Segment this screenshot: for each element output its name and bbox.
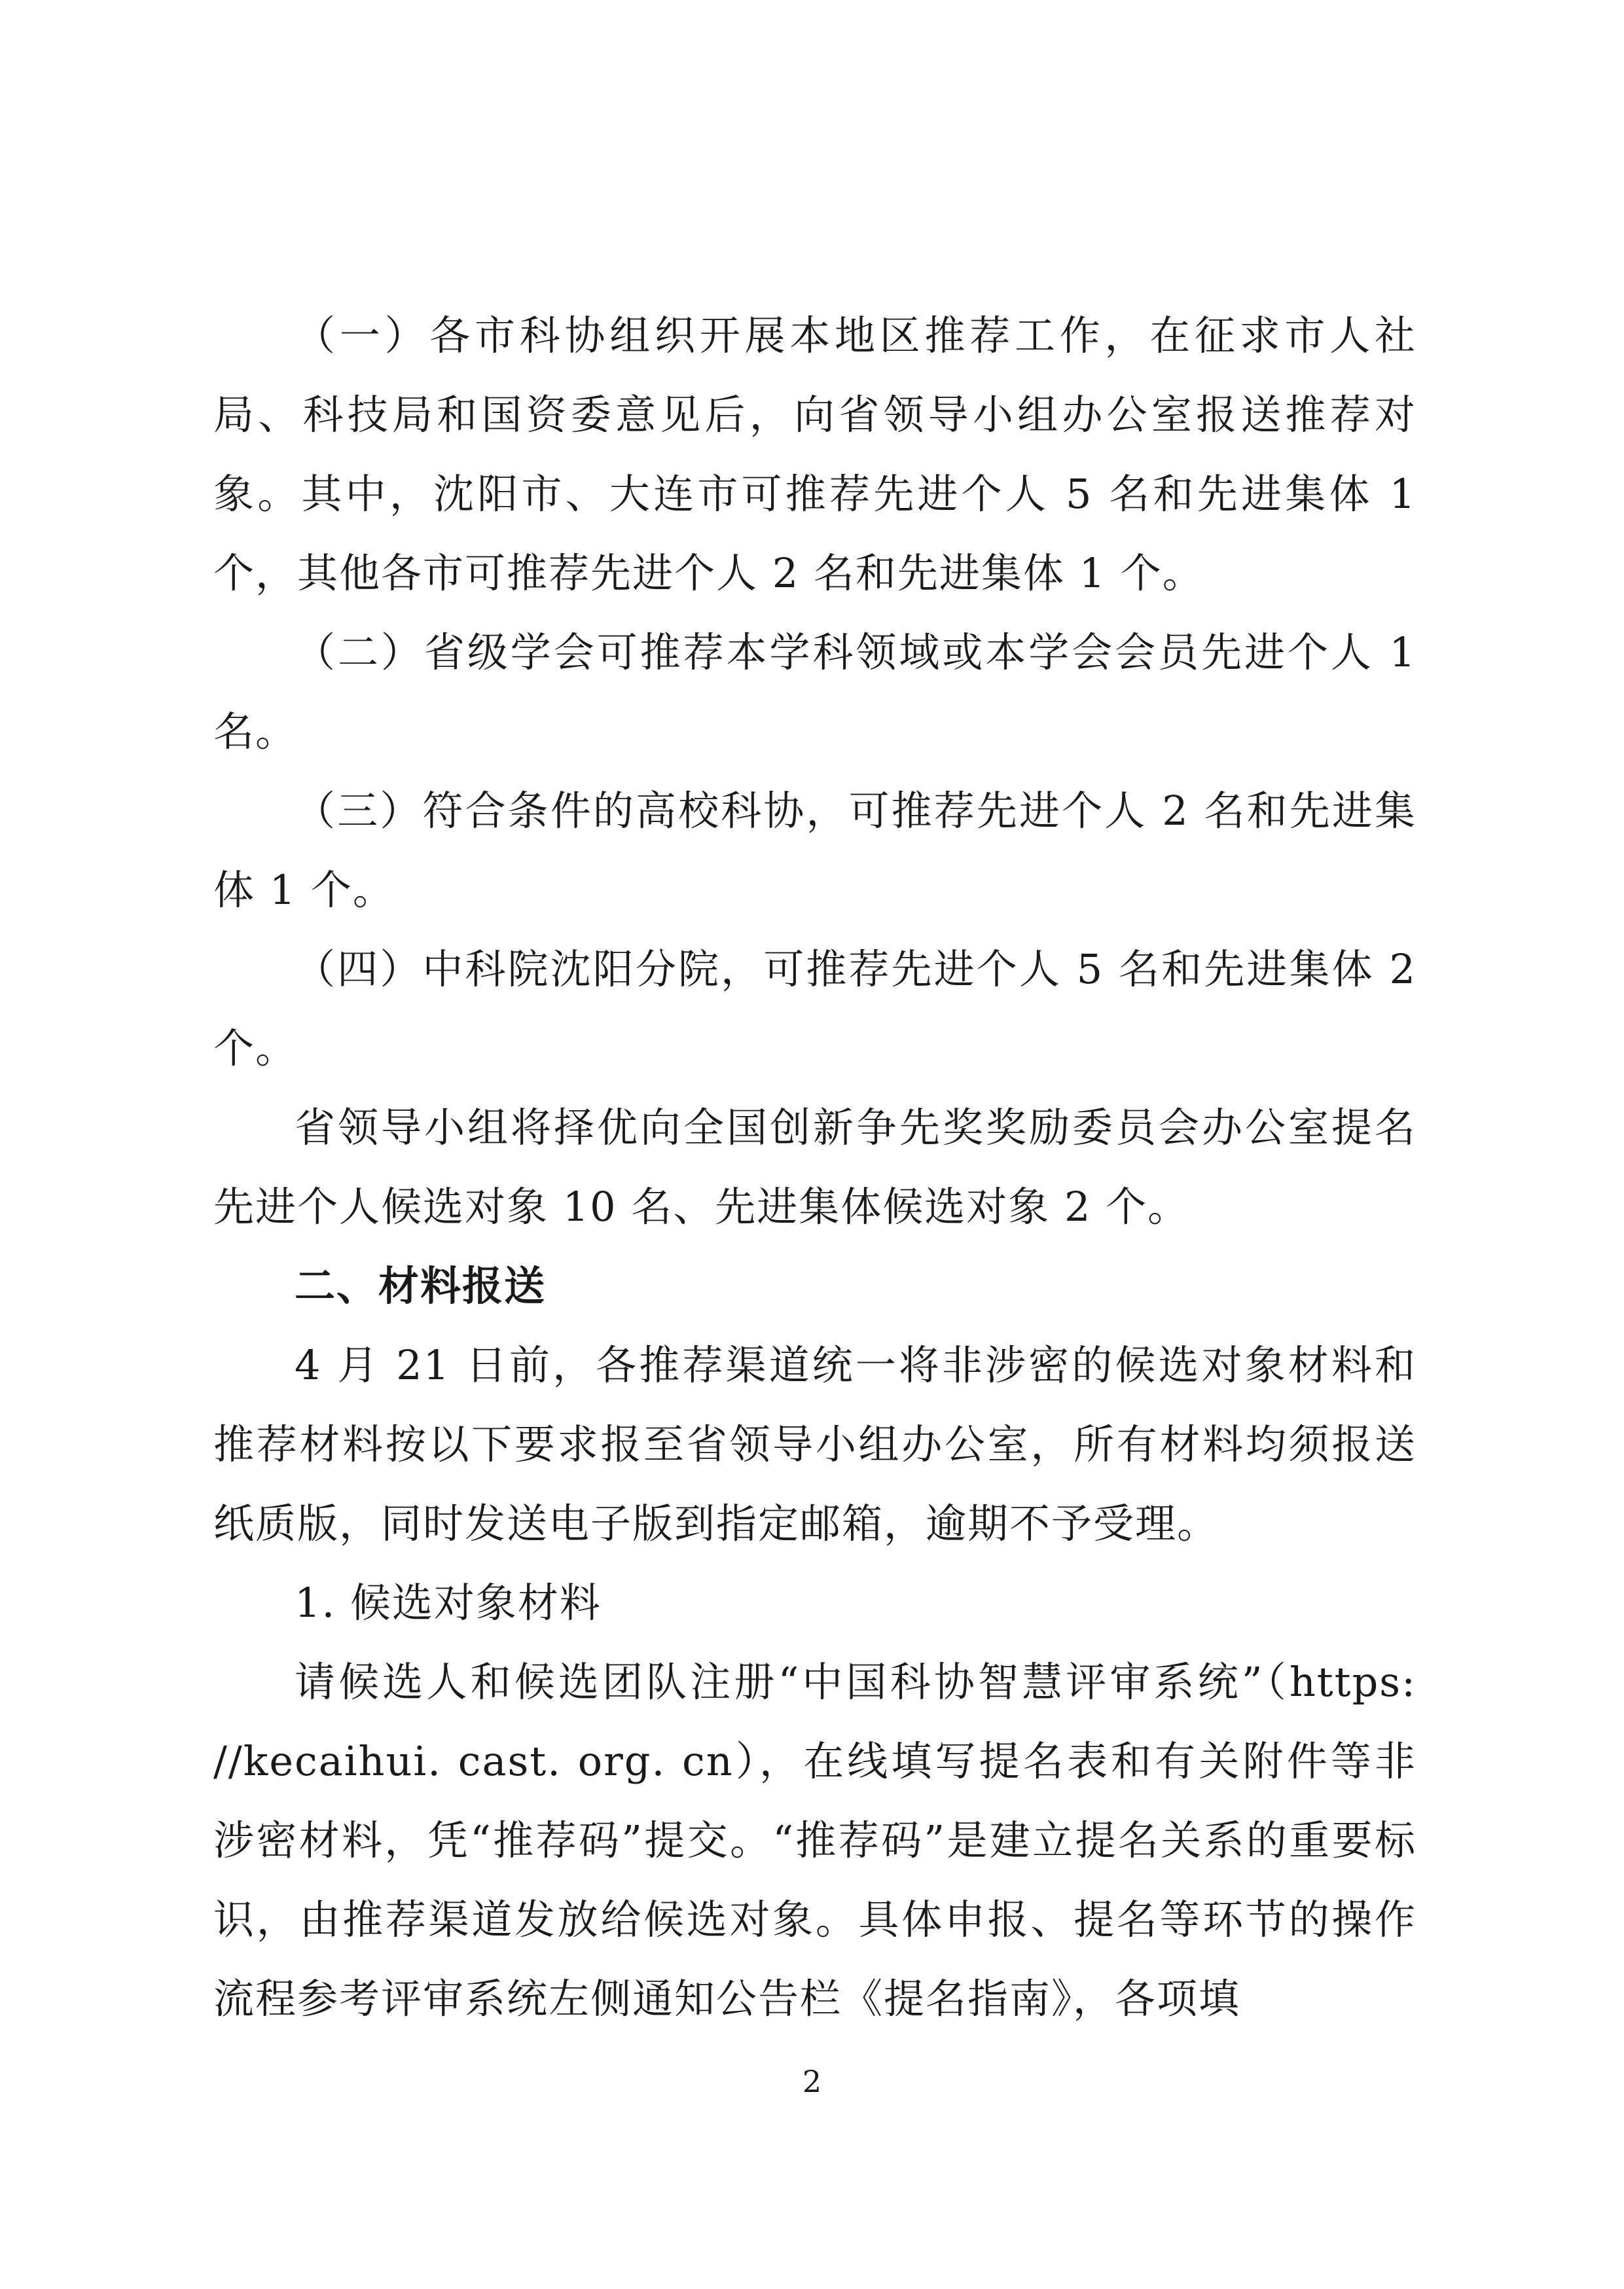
paragraph-cas-shenyang: （四）中科院沈阳分院，可推荐先进个人 5 名和先进集体 2 个。 — [213, 945, 1416, 1072]
body-text — [213, 296, 1416, 2038]
paragraph-nomination-quota: 省领导小组将择优向全国创新争先奖奖励委员会办公室提名先进个人候选对象 10 名、先进集体候选对象 2 个。 — [213, 1104, 1416, 1231]
section-heading-materials: 二、材料报送 — [295, 1262, 547, 1310]
paragraph-municipal: （一）各市科协组织开展本地区推荐工作，在征求市人社局、科技局和国资委意见后，向省领导小组办公室报送推荐对象。其中，沈阳市、大连市可推荐先进个人 5 名和先进集体 1 个，其他各市可推荐先进个人 2 名和先进集体 1 个。 — [213, 312, 1416, 597]
paragraph-universities: （三）符合条件的高校科协，可推荐先进个人 2 名和先进集体 1 个。 — [213, 787, 1416, 914]
subheading-candidate-materials: 1. 候选对象材料 — [295, 1579, 602, 1627]
paragraph-deadline: 4 月 21 日前，各推荐渠道统一将非涉密的候选对象材料和推荐材料按以下要求报至省领导小组办公室，所有材料均须报送纸质版，同时发送电子版到指定邮箱，逾期不予受理。 — [213, 1341, 1416, 1547]
paragraph-provincial-societies: （二）省级学会可推荐本学科领域或本学会会员先进个人 1 名。 — [213, 628, 1416, 755]
paragraph-registration: 请候选人和候选团队注册“中国科协智慧评审系统”（https: //kecaihui. cast. org. cn），在线填写提名表和有关附件等非涉密材料，凭“推荐码”提交。“推荐码”是建立提名关系的重要标识，由推荐渠道发放给候选对象。具体申报、提名等环节的操作流程参考评审系统左侧通知公告栏《提名指南》，各项填 — [213, 1658, 1416, 2023]
page-number: 2 — [802, 2064, 822, 2099]
